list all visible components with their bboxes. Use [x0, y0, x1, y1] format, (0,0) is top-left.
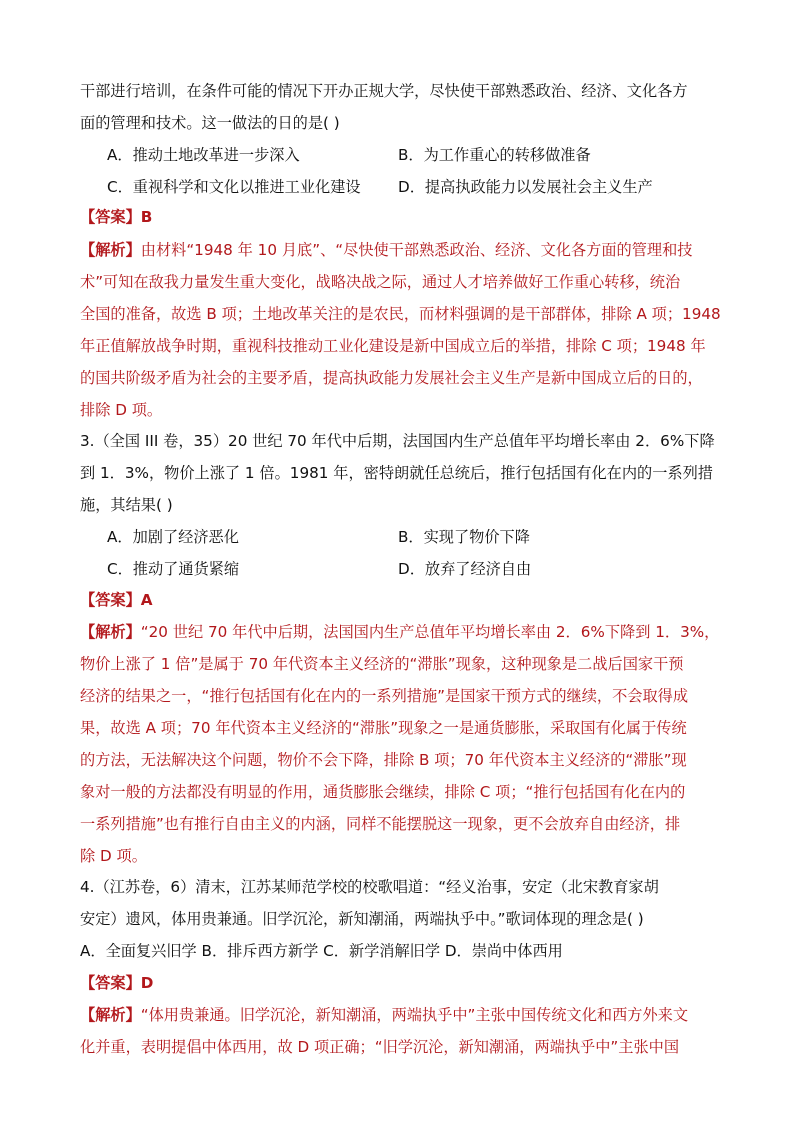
q2-stem-line-1: 干部进行培训，在条件可能的情况下开办正规大学，尽快使干部熟悉政治、经济、文化各方 [80, 82, 688, 100]
q2-answer [80, 207, 152, 227]
q3-option-c: C．推动了通货紧缩 [107, 560, 240, 578]
analysis-tag: 【解析】 [80, 241, 141, 259]
q3-analysis-line-5: 的方法，无法解决这个问题，物价不会下降，排除 B 项；70 年代资本主义经济的“滞胀”现 [80, 751, 687, 769]
q3-analysis-line-2: 物价上涨了 1 倍”是属于 70 年代资本主义经济的“滞胀”现象，这种现象是二战后国家干预 [80, 655, 684, 673]
q3-analysis-line-8: 除 D 项。 [80, 847, 147, 865]
answer-tag: 【答案】 [80, 208, 141, 226]
q3-analysis-line-1 [80, 622, 719, 642]
answer-value: B [140, 208, 153, 226]
q2-analysis-line-5: 的国共阶级矛盾为社会的主要矛盾，提高执政能力发展社会主义生产是新中国成立后的日的， [80, 369, 703, 387]
q3-stem-line-1: 3.（全国 III 卷，35）20 世纪 70 年代中后期，法国国内生产总值年平均增长率由 2．6%下降 [80, 432, 715, 450]
q4-analysis-line-1 [80, 1005, 688, 1025]
q2-analysis-line-6: 排除 D 项。 [80, 401, 163, 419]
q2-option-a: A．推动土地改革进一步深入 [107, 146, 300, 164]
answer-value: D [140, 974, 154, 992]
q4-stem-line-1: 4.（江苏卷，6）清末，江苏某师范学校的校歌唱道：“经义治事，安定（北宋教育家胡 [80, 878, 659, 896]
q3-stem-line-3: 施，其结果( ) [80, 496, 173, 514]
q3-stem-line-2: 到 1．3%，物价上涨了 1 倍。1981 年，密特朗就任总统后，推行包括国有化在内的一系列措 [80, 464, 713, 482]
q2-option-d: D．提高执政能力以发展社会主义生产 [398, 178, 653, 196]
q4-stem-line-2: 安定）遗风，体用贵兼通。旧学沉沦，新知潮涌，两端执乎中。”歌词体现的理念是( ) [80, 910, 644, 928]
analysis-text: “体用贵兼通。旧学沉沦，新知潮涌，两端执乎中”主张中国传统文化和西方外来文 [140, 1006, 689, 1024]
analysis-tag: 【解析】 [80, 623, 141, 641]
q3-analysis-line-6: 象对一般的方法都没有明显的作用，通货膨胀会继续，排除 C 项；“推行包括国有化在内的 [80, 783, 686, 801]
q3-option-a: A．加剧了经济恶化 [107, 528, 239, 546]
q4-options: A．全面复兴旧学 B．排斥西方新学 C．新学消解旧学 D．崇尚中体西用 [80, 942, 563, 960]
q2-option-c: C．重视科学和文化以推进工业化建设 [107, 178, 361, 196]
q3-option-d: D．放弃了经济自由 [398, 560, 532, 578]
answer-value: A [140, 591, 153, 609]
q4-analysis-line-2: 化并重，表明提倡中体西用，故 D 项正确；“旧学沉沦，新知潮涌，两端执乎中”主张中国 [80, 1038, 680, 1056]
analysis-text: “20 世纪 70 年代中后期，法国国内生产总值年平均增长率由 2．6%下降到 1．3%， [140, 623, 720, 641]
q4-answer [80, 973, 153, 993]
q2-stem-line-2: 面的管理和技术。这一做法的日的是( ) [80, 114, 340, 132]
q3-option-b: B．实现了物价下降 [398, 528, 530, 546]
answer-tag: 【答案】 [80, 591, 141, 609]
answer-tag: 【答案】 [80, 974, 141, 992]
analysis-tag: 【解析】 [80, 1006, 141, 1024]
q3-analysis-line-4: 果，故选 A 项；70 年代资本主义经济的“滞胀”现象之一是通货膨胀，采取国有化属于传统 [80, 719, 687, 737]
q3-analysis-line-7: 一系列措施”也有推行自由主义的内涵，同样不能摆脱这一现象，更不会放弃自由经济，排 [80, 815, 681, 833]
q3-analysis-line-3: 经济的结果之一，“推行包括国有化在内的一系列措施”是国家干预方式的继续，不会取得成 [80, 687, 689, 705]
q2-option-b: B．为工作重心的转移做准备 [398, 146, 591, 164]
analysis-text: 由材料“1948 年 10 月底”、“尽快使干部熟悉政治、经济、文化各方面的管理和技 [140, 241, 693, 259]
q2-analysis-line-1 [80, 240, 692, 260]
q2-analysis-line-3: 全国的准备，故选 B 项；土地改革关注的是农民，而材料强调的是干部群体，排除 A 项；1948 [80, 305, 721, 323]
q3-answer [80, 590, 153, 610]
q2-analysis-line-4: 年正值解放战争时期，重视科技推动工业化建设是新中国成立后的举措，排除 C 项；1948 年 [80, 337, 706, 355]
q2-analysis-line-2: 术”可知在敌我力量发生重大变化，战略决战之际，通过人才培养做好工作重心转移，统治 [80, 273, 681, 291]
